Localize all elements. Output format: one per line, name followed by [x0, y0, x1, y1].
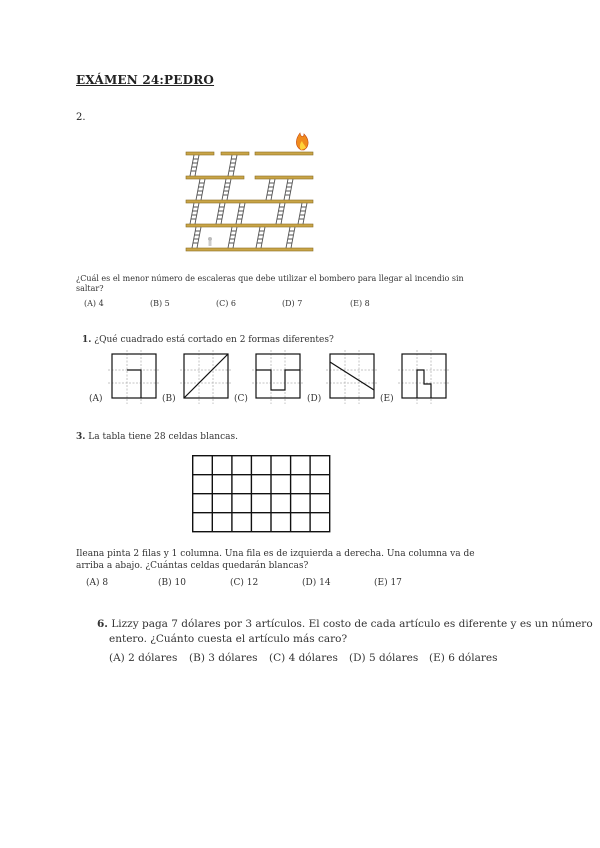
- squares-figure: [80, 346, 480, 412]
- option-a[interactable]: (A) 2 dólares: [109, 652, 178, 664]
- ladders-figure: [180, 128, 320, 256]
- option-e[interactable]: (E) 8: [350, 299, 370, 308]
- question-1-number: 1.: [82, 335, 92, 345]
- question-6-text-line1: Lizzy paga 7 dólares por 3 artículos. El costo de cada artículo es diferente y es un número: [111, 618, 593, 630]
- option-b[interactable]: (B) 10: [158, 578, 186, 588]
- question-3-prompt: [76, 432, 238, 442]
- square-c: [252, 350, 304, 404]
- question-2-options: [84, 299, 370, 308]
- question-3-text: La tabla tiene 28 celdas blancas.: [88, 432, 238, 442]
- option-e[interactable]: (E) 6 dólares: [429, 652, 498, 664]
- question-2-text-line2: saltar?: [76, 284, 104, 293]
- question-3-number: 3.: [76, 432, 86, 442]
- question-2-number: 2.: [76, 112, 86, 123]
- option-c[interactable]: (C) 4 dólares: [269, 652, 338, 664]
- label-b[interactable]: (B): [162, 394, 176, 404]
- question-6-line1: [97, 618, 593, 630]
- square-e: [398, 350, 450, 404]
- option-b[interactable]: (B) 5: [150, 299, 170, 308]
- question-6-text-line2: entero. ¿Cuánto cuesta el artículo más caro?: [109, 633, 348, 645]
- label-a[interactable]: (A): [89, 394, 103, 404]
- option-c[interactable]: (C) 12: [230, 578, 259, 588]
- option-d[interactable]: (D) 7: [282, 299, 303, 308]
- option-d[interactable]: (D) 5 dólares: [349, 652, 419, 664]
- option-b[interactable]: (B) 3 dólares: [189, 652, 258, 664]
- option-d[interactable]: (D) 14: [302, 578, 331, 588]
- label-e[interactable]: (E): [380, 394, 394, 404]
- question-2-text-line1: ¿Cuál es el menor número de escaleras que debe utilizar el bombero para llegar al incendio sin: [76, 274, 464, 283]
- option-e[interactable]: (E) 17: [374, 578, 402, 588]
- question-6-options: [109, 652, 498, 664]
- square-a: [108, 350, 160, 404]
- square-b: [180, 350, 232, 404]
- question-6-number: 6.: [97, 618, 108, 630]
- question-1-text: ¿Qué cuadrado está cortado en 2 formas diferentes?: [94, 335, 334, 345]
- question-3-body-line1: Ileana pinta 2 filas y 1 columna. Una fila es de izquierda a derecha. Una columna va de: [76, 549, 475, 559]
- cells-table: [192, 455, 332, 535]
- question-3-body-line2: arriba a abajo. ¿Cuántas celdas quedarán blancas?: [76, 561, 309, 571]
- question-1-prompt: [82, 335, 334, 345]
- label-c[interactable]: (C): [234, 394, 248, 404]
- label-d[interactable]: (D): [307, 394, 322, 404]
- option-a[interactable]: (A) 8: [86, 578, 109, 588]
- option-c[interactable]: (C) 6: [216, 299, 236, 308]
- firefighter-icon: [208, 237, 212, 246]
- question-3-options: [86, 578, 402, 588]
- square-d: [326, 350, 378, 404]
- option-a[interactable]: (A) 4: [84, 299, 104, 308]
- page-title: EXÁMEN 24:PEDRO: [76, 73, 215, 87]
- fire-icon: [296, 133, 308, 150]
